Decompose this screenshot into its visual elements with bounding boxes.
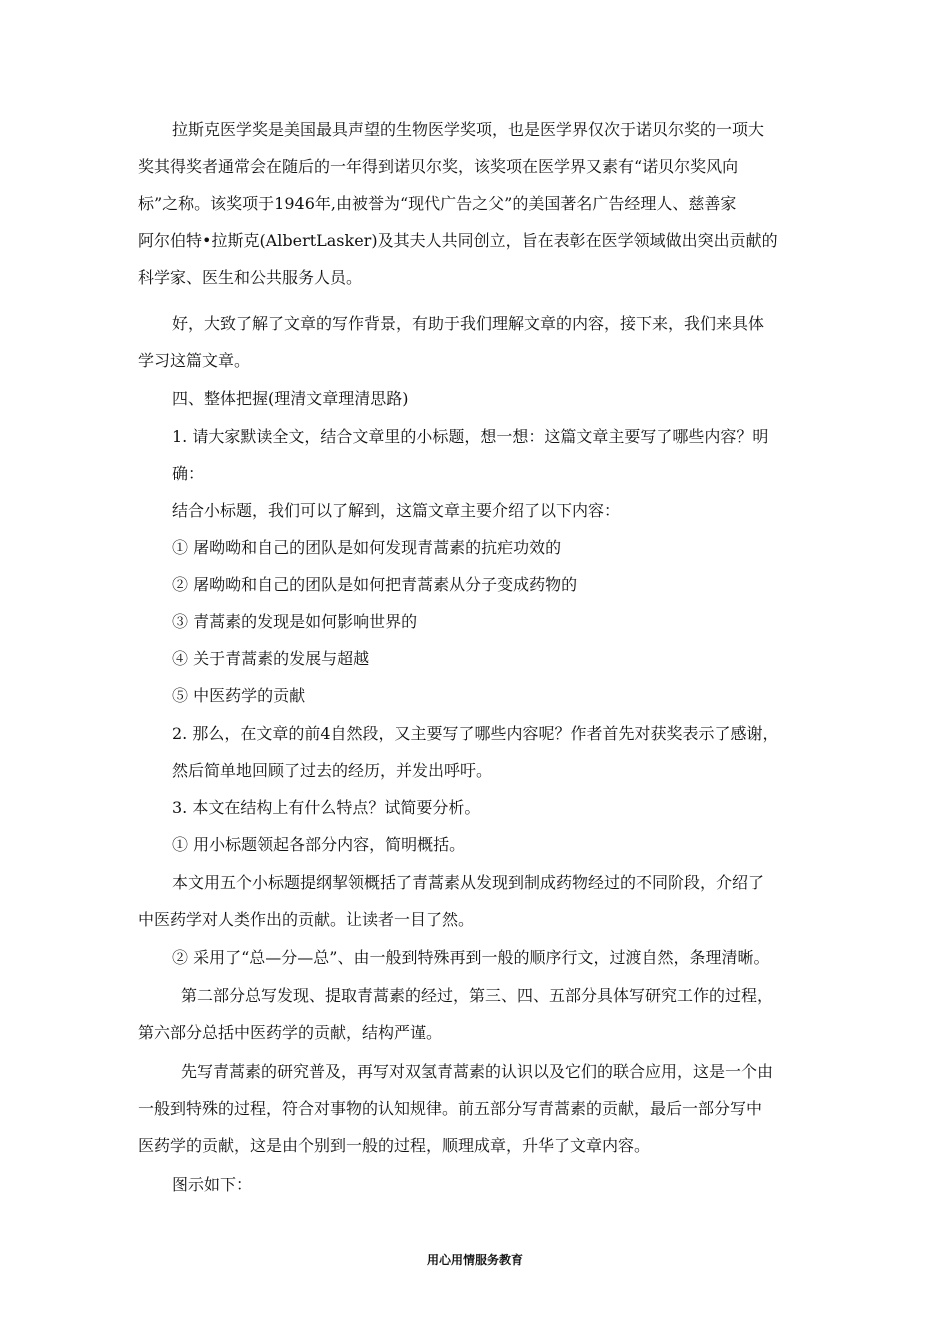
structure-detail: 中医药学对人类作出的贡献。让读者一目了然。 (138, 910, 475, 929)
answer-intro: 结合小标题，我们可以了解到，这篇文章主要介绍了以下内容： (172, 501, 621, 520)
list-item: ⑤ 中医药学的贡献 (172, 686, 306, 705)
list-item: ① 屠呦呦和自己的团队是如何发现青蒿素的抗疟功效的 (172, 538, 562, 557)
question-2: 2. 那么，在文章的前4自然段，又主要写了哪些内容呢？作者首先对获奖表示了感谢， (172, 724, 779, 743)
question-1: 1. 请大家默读全文，结合文章里的小标题，想一想：这篇文章主要写了哪些内容？明 (172, 427, 769, 446)
intro-line: 拉斯克医学奖是美国最具声望的生物医学奖项，也是医学界仅次于诺贝尔奖的一项大 (172, 120, 765, 139)
transition-line: 好，大致了解了文章的写作背景，有助于我们理解文章的内容，接下来，我们来具体 (172, 314, 765, 333)
page-footer: 用心用情服务教育 (426, 1253, 523, 1267)
structure-detail: 医药学的贡献，这是由个别到一般的过程，顺理成章，升华了文章内容。 (138, 1136, 651, 1155)
structure-detail: 一般到特殊的过程，符合对事物的认知规律。前五部分写青蒿素的贡献，最后一部分写中 (138, 1099, 763, 1118)
intro-line: 奖其得奖者通常会在随后的一年得到诺贝尔奖，该奖项在医学界又素有“诺贝尔奖风向 (138, 157, 739, 176)
list-item: ② 屠呦呦和自己的团队是如何把青蒿素从分子变成药物的 (172, 575, 578, 594)
section-heading: 四、整体把握(理清文章理清思路) (172, 389, 409, 408)
list-item: ④ 关于青蒿素的发展与超越 (172, 649, 370, 668)
list-item: ③ 青蒿素的发现是如何影响世界的 (172, 612, 418, 631)
intro-line: 阿尔伯特•拉斯克(AlbertLasker)及其夫人共同创立，旨在表彰在医学领域做出突出贡献的 (138, 231, 778, 250)
question-2: 然后简单地回顾了过去的经历，并发出呼吁。 (172, 761, 493, 780)
transition-line: 学习这篇文章。 (138, 351, 251, 370)
structure-detail: 本文用五个小标题提纲挈领概括了青蒿素从发现到制成药物经过的不同阶段，介绍了 (172, 873, 765, 892)
intro-line: 标”之称。该奖项于1946年,由被誉为“现代广告之父”的美国著名广告经理人、慈善家 (138, 194, 737, 213)
structure-detail: 第二部分总写发现、提取青蒿素的经过，第三、四、五部分具体写研究工作的过程， (181, 986, 774, 1005)
intro-line: 科学家、医生和公共服务人员。 (138, 268, 363, 287)
structure-point: ② 采用了“总—分—总”、由一般到特殊再到一般的顺序行文，过渡自然，条理清晰。 (172, 948, 770, 967)
structure-detail: 第六部分总括中医药学的贡献，结构严谨。 (138, 1023, 443, 1042)
diagram-lead: 图示如下： (172, 1175, 253, 1194)
question-3: 3. 本文在结构上有什么特点？试简要分析。 (172, 798, 481, 817)
question-1: 确： (172, 464, 205, 483)
structure-detail: 先写青蒿素的研究普及，再写对双氢青蒿素的认识以及它们的联合应用，这是一个由 (181, 1062, 774, 1081)
structure-point: ① 用小标题领起各部分内容，简明概括。 (172, 835, 466, 854)
